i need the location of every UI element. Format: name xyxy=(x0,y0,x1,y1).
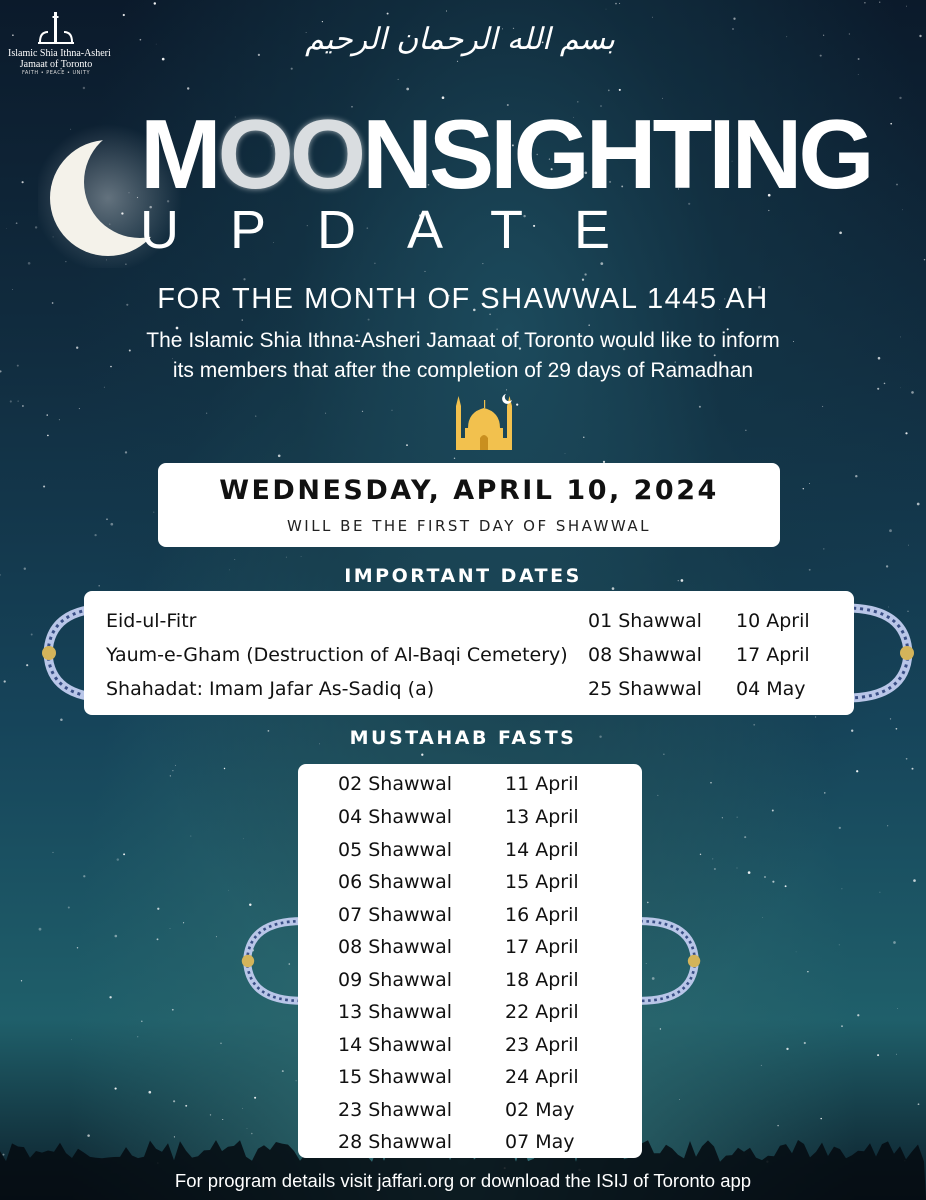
star xyxy=(900,336,901,337)
star xyxy=(39,928,42,931)
star xyxy=(823,35,824,36)
star xyxy=(796,952,797,953)
star xyxy=(291,68,293,70)
star xyxy=(887,825,888,826)
star xyxy=(820,55,822,57)
hijri-date: 25 Shawwal xyxy=(588,678,702,700)
gregorian-date: 22 April xyxy=(505,1001,579,1023)
star xyxy=(737,817,738,818)
star xyxy=(858,58,860,60)
star xyxy=(912,768,914,770)
star xyxy=(18,401,19,402)
title-sighting: SIGHTING xyxy=(428,99,871,209)
star xyxy=(919,35,921,37)
star xyxy=(26,664,28,666)
star xyxy=(0,370,2,372)
star xyxy=(877,388,879,390)
star xyxy=(918,1103,920,1105)
star xyxy=(301,556,302,557)
star xyxy=(187,87,189,89)
star xyxy=(679,1099,680,1100)
table-row xyxy=(298,996,642,1028)
star xyxy=(712,858,713,859)
hijri-date: 08 Shawwal xyxy=(588,644,702,666)
star xyxy=(890,718,891,719)
star xyxy=(172,1009,174,1011)
hijri-date: 05 Shawwal xyxy=(338,839,452,861)
star xyxy=(839,231,842,234)
star xyxy=(242,320,243,321)
star xyxy=(10,400,12,402)
star xyxy=(243,278,245,280)
table-row xyxy=(298,801,642,833)
star xyxy=(911,391,914,394)
star xyxy=(820,1118,821,1119)
table-row xyxy=(298,899,642,931)
star xyxy=(77,947,78,948)
star xyxy=(185,1105,187,1107)
star xyxy=(104,387,105,388)
gregorian-date: 11 April xyxy=(505,773,579,795)
announcement-date: WEDNESDAY, APRIL 10, 2024 xyxy=(219,475,719,506)
star xyxy=(22,405,24,407)
star xyxy=(786,36,787,37)
star xyxy=(772,810,774,812)
star xyxy=(809,483,810,484)
star xyxy=(16,222,18,224)
gregorian-date: 10 April xyxy=(736,610,810,632)
star xyxy=(600,262,603,265)
hijri-date: 15 Shawwal xyxy=(338,1066,452,1088)
star xyxy=(17,365,19,367)
hijri-date: 04 Shawwal xyxy=(338,806,452,828)
star xyxy=(278,455,281,458)
star xyxy=(156,44,157,45)
star xyxy=(35,226,37,228)
star xyxy=(584,273,586,275)
logo-org-line1: Islamic Shia Ithna-Asheri xyxy=(8,48,111,59)
star xyxy=(732,28,734,30)
star xyxy=(663,754,664,755)
star xyxy=(803,488,804,489)
star xyxy=(123,853,125,855)
star xyxy=(857,1014,859,1016)
star xyxy=(4,680,6,682)
gregorian-date: 24 April xyxy=(505,1066,579,1088)
star xyxy=(172,770,173,771)
star xyxy=(255,415,256,416)
star xyxy=(917,503,920,506)
star xyxy=(216,936,217,937)
star xyxy=(858,74,859,75)
mustahab-fasts-heading: MUSTAHAB FASTS xyxy=(349,727,577,749)
star xyxy=(140,39,142,41)
star xyxy=(606,9,607,10)
bismillah-calligraphy: بسم الله الرحمان الرحيم xyxy=(305,22,615,57)
star xyxy=(87,1134,90,1137)
star xyxy=(53,852,54,853)
title-moon-oo: OO xyxy=(217,99,363,209)
star xyxy=(247,1128,248,1129)
star xyxy=(761,1065,762,1066)
gregorian-date: 17 April xyxy=(505,936,579,958)
important-dates-table xyxy=(84,591,854,715)
star xyxy=(206,413,207,414)
star xyxy=(117,858,119,860)
star xyxy=(900,387,901,388)
star xyxy=(454,458,455,459)
star xyxy=(804,1042,806,1044)
star xyxy=(722,817,723,818)
star xyxy=(374,263,375,264)
star xyxy=(183,922,184,923)
star xyxy=(94,534,96,536)
star xyxy=(47,414,48,415)
star xyxy=(710,782,712,784)
star xyxy=(777,1125,778,1126)
star xyxy=(841,888,842,889)
star xyxy=(893,941,896,944)
table-row xyxy=(298,1029,642,1061)
star xyxy=(516,403,518,405)
star xyxy=(807,971,808,972)
star xyxy=(83,87,85,89)
table-row xyxy=(298,1126,642,1158)
event-name: Shahadat: Imam Jafar As-Sadiq (a) xyxy=(106,678,435,700)
star xyxy=(228,890,229,891)
event-name: Eid-ul-Fitr xyxy=(106,610,197,632)
star xyxy=(855,475,857,477)
star xyxy=(737,868,738,869)
star xyxy=(190,836,191,837)
table-row xyxy=(84,639,854,671)
star xyxy=(660,1028,661,1029)
star xyxy=(83,875,85,877)
hijri-date: 23 Shawwal xyxy=(338,1099,452,1121)
announcement-card xyxy=(158,463,780,547)
star xyxy=(406,88,409,91)
logo-org-line2: Jamaat of Toronto xyxy=(19,59,93,70)
hijri-date: 02 Shawwal xyxy=(338,773,452,795)
table-row xyxy=(298,964,642,996)
star xyxy=(658,795,659,796)
table-row xyxy=(84,673,854,705)
hijri-date: 07 Shawwal xyxy=(338,904,452,926)
star xyxy=(924,259,926,261)
hijri-date: 09 Shawwal xyxy=(338,969,452,991)
star xyxy=(68,906,70,908)
star xyxy=(902,209,903,210)
star xyxy=(60,718,63,721)
star xyxy=(224,768,225,769)
star xyxy=(362,411,363,412)
star xyxy=(897,1008,898,1009)
star xyxy=(856,770,858,772)
star xyxy=(254,1097,256,1099)
star xyxy=(823,548,824,549)
star xyxy=(137,1036,138,1037)
star xyxy=(762,917,763,918)
star xyxy=(162,58,165,61)
intro-line1: The Islamic Shia Ithna-Asheri Jamaat of Toronto would like to inform xyxy=(146,329,780,352)
star xyxy=(3,1154,5,1156)
mustahab-fasts-table xyxy=(298,764,642,1158)
star xyxy=(506,389,507,390)
table-row xyxy=(298,768,642,800)
star xyxy=(71,1039,72,1040)
star xyxy=(744,836,746,838)
star xyxy=(47,435,49,437)
star xyxy=(879,2,880,3)
star xyxy=(446,11,447,12)
gregorian-date: 02 May xyxy=(505,1099,575,1121)
star xyxy=(174,1136,175,1137)
star xyxy=(222,1119,223,1120)
star xyxy=(619,3,620,4)
table-row xyxy=(298,931,642,963)
star xyxy=(406,444,408,446)
star xyxy=(110,523,113,526)
star xyxy=(424,271,425,272)
star xyxy=(482,263,483,264)
star xyxy=(583,437,584,438)
star xyxy=(28,262,31,265)
hijri-date: 01 Shawwal xyxy=(588,610,702,632)
star xyxy=(210,1114,211,1115)
star xyxy=(612,587,615,590)
star xyxy=(282,1070,284,1072)
arabesque-ornament-icon xyxy=(640,905,702,1017)
hijri-date: 13 Shawwal xyxy=(338,1001,452,1023)
star xyxy=(615,3,617,5)
star xyxy=(170,775,171,776)
isij-logo xyxy=(8,10,111,80)
star xyxy=(822,406,823,407)
star xyxy=(115,935,118,938)
hijri-date: 06 Shawwal xyxy=(338,871,452,893)
star xyxy=(877,1054,879,1056)
star xyxy=(457,61,458,62)
star xyxy=(896,1054,897,1055)
star xyxy=(772,881,774,883)
star xyxy=(173,1100,175,1102)
star xyxy=(106,518,108,520)
mosque-icon xyxy=(452,392,516,454)
hijri-date: 08 Shawwal xyxy=(338,936,452,958)
footer-text: For program details visit jaffari.org or download the ISIJ of Toronto app xyxy=(174,1170,752,1191)
star xyxy=(22,181,24,183)
star xyxy=(109,996,111,998)
star xyxy=(21,980,22,981)
star xyxy=(619,89,621,91)
star xyxy=(59,419,60,420)
table-row xyxy=(298,1061,642,1093)
title-update: UPDATE xyxy=(140,200,662,260)
star xyxy=(243,838,244,839)
star xyxy=(878,357,881,360)
star xyxy=(125,451,127,453)
event-name: Yaum-e-Gham (Destruction of Al-Baqi Cemetery) xyxy=(106,644,568,666)
star xyxy=(905,432,907,434)
star xyxy=(890,123,892,125)
star xyxy=(748,871,751,874)
star xyxy=(170,928,171,929)
star xyxy=(652,17,653,18)
title-moon-sighting xyxy=(140,99,871,209)
gregorian-date: 23 April xyxy=(505,1034,579,1056)
star xyxy=(913,879,916,882)
gregorian-date: 07 May xyxy=(505,1131,575,1153)
star xyxy=(839,827,841,829)
star xyxy=(899,97,901,99)
star xyxy=(398,79,399,80)
star xyxy=(906,6,907,7)
star xyxy=(785,885,787,887)
star xyxy=(6,228,7,229)
star xyxy=(565,453,566,454)
star xyxy=(841,1025,843,1027)
star xyxy=(824,792,825,793)
star xyxy=(908,545,909,546)
star xyxy=(141,1021,143,1023)
star xyxy=(786,1048,788,1050)
month-line: FOR THE MONTH OF SHAWWAL 1445 AH xyxy=(157,283,769,315)
gregorian-date: 16 April xyxy=(505,904,579,926)
star xyxy=(608,90,610,92)
star xyxy=(714,868,716,870)
star xyxy=(234,559,235,560)
table-row xyxy=(298,834,642,866)
star xyxy=(242,1108,243,1109)
star xyxy=(421,754,423,756)
star xyxy=(153,512,154,513)
star xyxy=(753,724,755,726)
star xyxy=(839,945,840,946)
star xyxy=(157,908,159,910)
star xyxy=(251,1133,253,1135)
star xyxy=(884,383,886,385)
star xyxy=(31,634,33,636)
star xyxy=(286,557,287,558)
star xyxy=(175,765,176,766)
star xyxy=(123,14,125,16)
gregorian-date: 04 May xyxy=(736,678,806,700)
gregorian-date: 18 April xyxy=(505,969,579,991)
arabesque-ornament-icon xyxy=(240,905,302,1017)
star xyxy=(700,854,701,855)
star xyxy=(325,413,326,414)
star xyxy=(879,892,880,893)
gregorian-date: 13 April xyxy=(505,806,579,828)
intro-paragraph xyxy=(60,326,866,386)
star xyxy=(764,876,766,878)
gregorian-date: 15 April xyxy=(505,871,579,893)
star xyxy=(815,717,816,718)
title-moon-m: M xyxy=(140,99,218,209)
table-row xyxy=(84,605,854,637)
star xyxy=(864,2,866,4)
announcement-subtitle: WILL BE THE FIRST DAY OF SHAWWAL xyxy=(286,517,652,535)
star xyxy=(368,319,370,321)
table-row xyxy=(298,866,642,898)
star xyxy=(79,408,80,409)
star xyxy=(154,2,156,4)
star xyxy=(582,279,584,281)
arabesque-ornament-icon xyxy=(846,598,916,708)
star xyxy=(43,485,45,487)
title-moon-n: N xyxy=(362,99,429,209)
star xyxy=(745,430,746,431)
hijri-date: 28 Shawwal xyxy=(338,1131,452,1153)
star xyxy=(220,1042,222,1044)
star xyxy=(768,210,769,211)
star xyxy=(148,1091,151,1094)
star xyxy=(387,13,389,15)
logo-tagline: FAITH • PEACE • UNITY xyxy=(21,70,91,76)
star xyxy=(647,902,649,904)
star xyxy=(889,529,892,532)
star xyxy=(157,938,159,940)
gregorian-date: 14 April xyxy=(505,839,579,861)
star xyxy=(392,410,393,411)
intro-line2: its members that after the completion of 29 days of Ramadhan xyxy=(172,359,754,382)
star xyxy=(296,1080,297,1081)
star xyxy=(733,18,735,20)
star xyxy=(699,406,701,408)
important-dates-heading: IMPORTANT DATES xyxy=(344,565,582,587)
star xyxy=(849,33,850,34)
star xyxy=(115,1088,117,1090)
mosque-minaret-logo-icon xyxy=(36,10,76,48)
star xyxy=(896,184,898,186)
star xyxy=(906,758,908,760)
gregorian-date: 17 April xyxy=(736,644,810,666)
table-row xyxy=(298,1094,642,1126)
hijri-date: 14 Shawwal xyxy=(338,1034,452,1056)
